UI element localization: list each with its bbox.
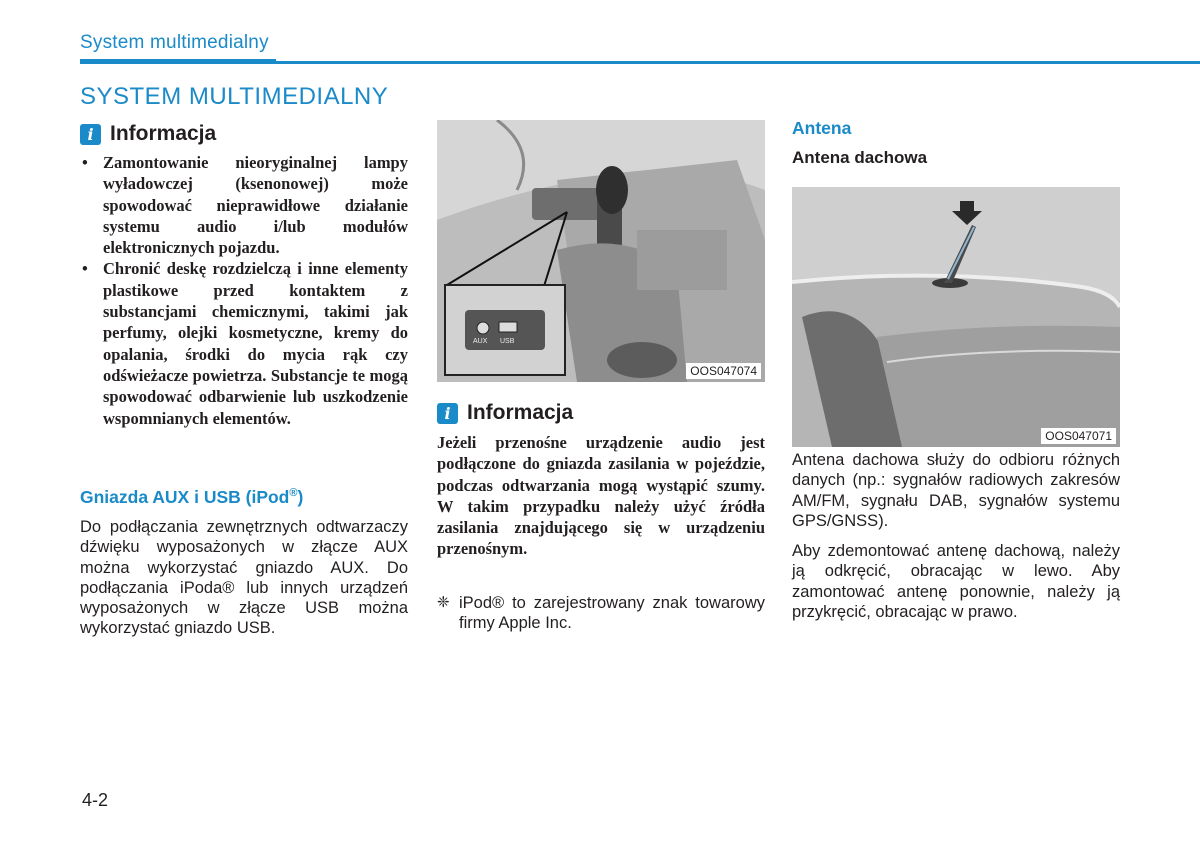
antenna-paragraph-1: Antena dachowa służy do odbioru różnych danych (np.: sygnałów radiowych zakresów AM/FM, sygnału DAB, sygnałów systemu GPS/GNSS). [792, 451, 1120, 530]
page-number: 4-2 [82, 790, 109, 810]
note-symbol-icon: ❈ [437, 594, 450, 611]
image-code: OOS047071 [1041, 428, 1116, 444]
antenna-heading: Antena [792, 118, 852, 138]
console-image [437, 120, 765, 382]
image-code: OOS047074 [686, 363, 761, 379]
info-title: Informacja [467, 401, 574, 424]
header-rule-tab [80, 59, 276, 64]
aux-usb-heading: Gniazda AUX i USB (iPod®) [80, 487, 304, 507]
running-header: System multimedialny [80, 32, 269, 53]
antenna-paragraph-2: Aby zdemontować antenę dachową, należy ją odkręcić, obracając w lewo. Aby zamontować antenę ponownie, należy ją przykręcić, obracając w prawo. [792, 542, 1120, 621]
antenna-illustration [792, 187, 1120, 447]
antenna-image [792, 187, 1120, 447]
roof-antenna-subheading: Antena dachowa [792, 148, 928, 167]
trademark-text: iPod® to zarejestrowany znak towarowy firmy Apple Inc. [459, 594, 765, 633]
info-bullet-list [80, 152, 408, 429]
aux-jack-label: AUX [473, 338, 488, 345]
info-middle-paragraph: Jeżeli przenośne urządzenie audio jest podłączone do gniazda zasilania w pojeździe, podczas odtwarzania mogą wystąpić szumy. W takim przypadku należy użyć źródła zasilania znajdującego się w urządzeniu przenośnym. [437, 433, 765, 559]
trademark-note [437, 593, 765, 634]
usb-port-label: USB [500, 338, 515, 345]
info-icon: i [80, 124, 101, 145]
info-heading-middle [437, 401, 573, 425]
info-bullet: • Chronić deskę rozdzielczą i inne elementy plastikowe przed kontaktem z substancjami chemicznymi, takimi jak perfumy, olejki kosmetyczne, kremy do opalania, środki do mycia rąk czy odświeżacze powietrza. Substancje te mogą spowodować odbarwienie lub uszkodzenie wspomnianych elementów. [82, 259, 408, 428]
info-icon: i [437, 403, 458, 424]
aux-usb-paragraph: Do podłączania zewnętrznych odtwarzaczy dźwięku wyposażonych w złącze AUX można wykorzystać gniazdo AUX. Do podłączania iPoda® lub innych urządzeń wyposażonych w złącze USB można wykorzystać gniazdo USB. [80, 518, 408, 638]
info-title: Informacja [110, 122, 217, 145]
info-bullet: • Zamontowanie nieoryginalnej lampy wyładowczej (ksenonowej) może spowodować nieprawidłowe działanie systemu audio i/lub modułów elektronicznych pojazdu. [82, 153, 408, 258]
section-title: SYSTEM MULTIMEDIALNY [80, 83, 389, 110]
info-heading-left [80, 122, 216, 146]
